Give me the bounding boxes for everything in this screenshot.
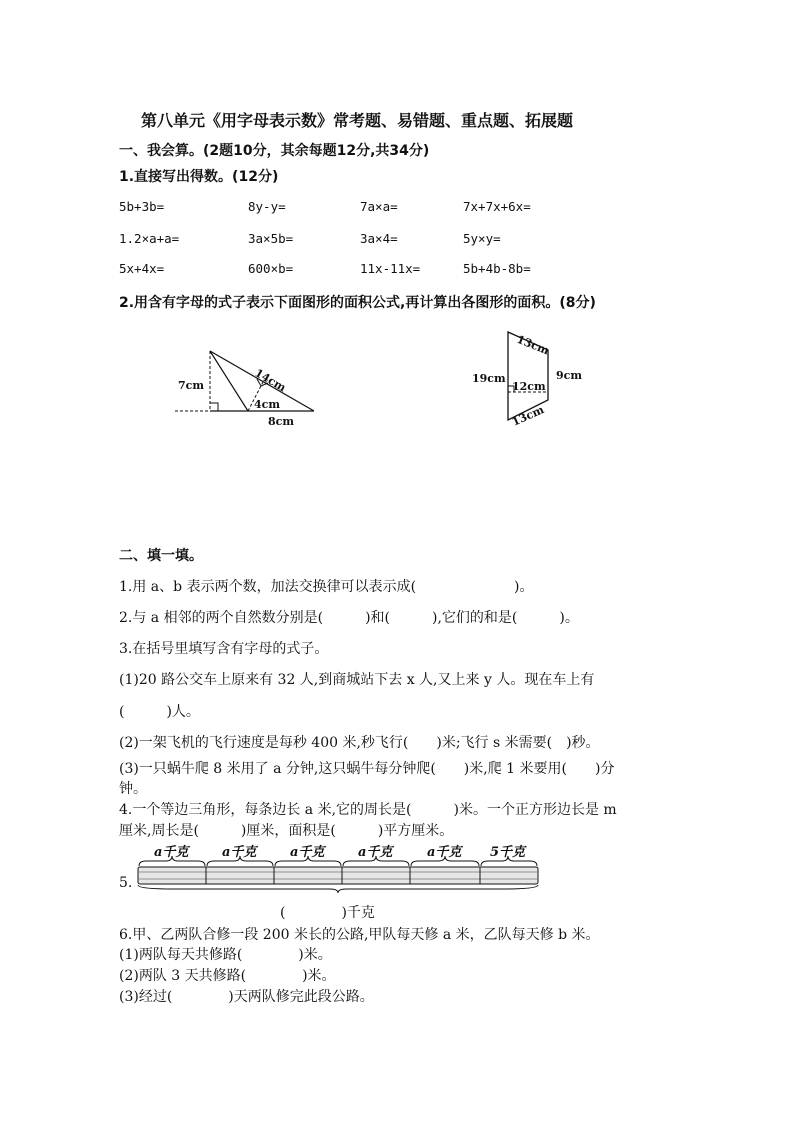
segment-label: a千克 bbox=[290, 845, 325, 860]
question-2-label: 2.用含有字母的式子表示下面图形的面积公式,再计算出各图形的面积。(8分) bbox=[119, 295, 596, 311]
segment-label: a千克 bbox=[427, 845, 462, 860]
calc-item: 7x+7x+6x= bbox=[463, 199, 531, 214]
right-angle-mark bbox=[210, 403, 218, 411]
calc-item: 3a×4= bbox=[360, 231, 398, 246]
calc-item: 5b+4b-8b= bbox=[463, 261, 531, 276]
question-6-line: (2)两队 3 天共修路( )米。 bbox=[119, 968, 336, 984]
fill-line: 4.一个等边三角形，每条边长 a 米,它的周长是( )米。一个正方形边长是 m bbox=[119, 802, 617, 818]
question-6-line: 6.甲、乙两队合修一段 200 米长的公路,甲队每天修 a 米，乙队每天修 b 米。 bbox=[119, 927, 600, 943]
segment-label: 5千克 bbox=[490, 845, 526, 860]
segment-label: a千克 bbox=[222, 845, 257, 860]
calc-item: 5b+3b= bbox=[119, 199, 165, 214]
calc-item: 600×b= bbox=[248, 261, 294, 276]
triangle-inner-label: 4cm bbox=[254, 398, 280, 411]
triangle-figure bbox=[170, 345, 330, 435]
fill-line: (2)一架飞机的飞行速度是每秒 400 米,秒飞行( )米;飞行 s 米需要( )秒。 bbox=[119, 735, 600, 751]
fill-line: 1.用 a、b 表示两个数，加法交换律可以表示成( )。 bbox=[119, 579, 534, 595]
calc-item: 5x+4x= bbox=[119, 261, 165, 276]
page-title: 第八单元《用字母表示数》常考题、易错题、重点题、拓展题 bbox=[141, 111, 574, 130]
triangle-height-label: 7cm bbox=[178, 379, 204, 392]
trapezoid-left-label: 19cm bbox=[472, 372, 506, 385]
fill-line: ( )人。 bbox=[119, 704, 200, 720]
fill-line: 2.与 a 相邻的两个自然数分别是( )和( ),它们的和是( )。 bbox=[119, 610, 579, 626]
fill-line: (1)20 路公交车上原来有 32 人,到商城站下去 x 人,又上来 y 人。现在车上有 bbox=[119, 672, 595, 688]
section-2-heading: 二、填一填。 bbox=[119, 548, 203, 564]
segment-label: a千克 bbox=[154, 845, 189, 860]
calc-item: 1.2×a+a= bbox=[119, 231, 180, 246]
total-brace bbox=[138, 885, 538, 893]
question-5-answer: ( )千克 bbox=[280, 905, 375, 921]
calc-item: 3a×5b= bbox=[248, 231, 294, 246]
fill-line: 钟。 bbox=[119, 781, 147, 797]
trapezoid-top-label: 13cm bbox=[514, 332, 551, 358]
calc-item: 7a×a= bbox=[360, 199, 398, 214]
question-6-line: (3)经过( )天两队修完此段公路。 bbox=[119, 989, 374, 1005]
fill-line: (3)一只蜗牛爬 8 米用了 a 分钟,这只蜗牛每分钟爬( )米,爬 1 米要用( )分 bbox=[119, 761, 615, 777]
calc-item: 5y×y= bbox=[463, 231, 501, 246]
trapezoid-height-label: 12cm bbox=[512, 380, 546, 393]
trapezoid-figure bbox=[470, 322, 590, 432]
bar-body bbox=[138, 867, 538, 884]
trapezoid-right-label: 9cm bbox=[556, 369, 582, 382]
question-5-number: 5. bbox=[119, 875, 133, 891]
triangle-base-label: 8cm bbox=[268, 415, 294, 428]
trapezoid-bottom-label: 13cm bbox=[509, 403, 546, 429]
fill-line: 3.在括号里填写含有字母的式子。 bbox=[119, 641, 329, 657]
weight-bar-diagram bbox=[134, 843, 544, 893]
calc-item: 8y-y= bbox=[248, 199, 286, 214]
section-1-heading: 一、我会算。(2题10分，其余每题12分,共34分) bbox=[119, 143, 430, 159]
fill-line: 厘米,周长是( )厘米，面积是( )平方厘米。 bbox=[119, 823, 454, 839]
triangle-inner-line bbox=[210, 351, 248, 411]
calc-item: 11x-11x= bbox=[360, 261, 421, 276]
question-6-line: (1)两队每天共修路( )米。 bbox=[119, 947, 332, 963]
segment-label: a千克 bbox=[358, 845, 393, 860]
triangle-side-label: 14cm bbox=[252, 366, 289, 395]
question-1-label: 1.直接写出得数。(12分) bbox=[119, 169, 279, 185]
